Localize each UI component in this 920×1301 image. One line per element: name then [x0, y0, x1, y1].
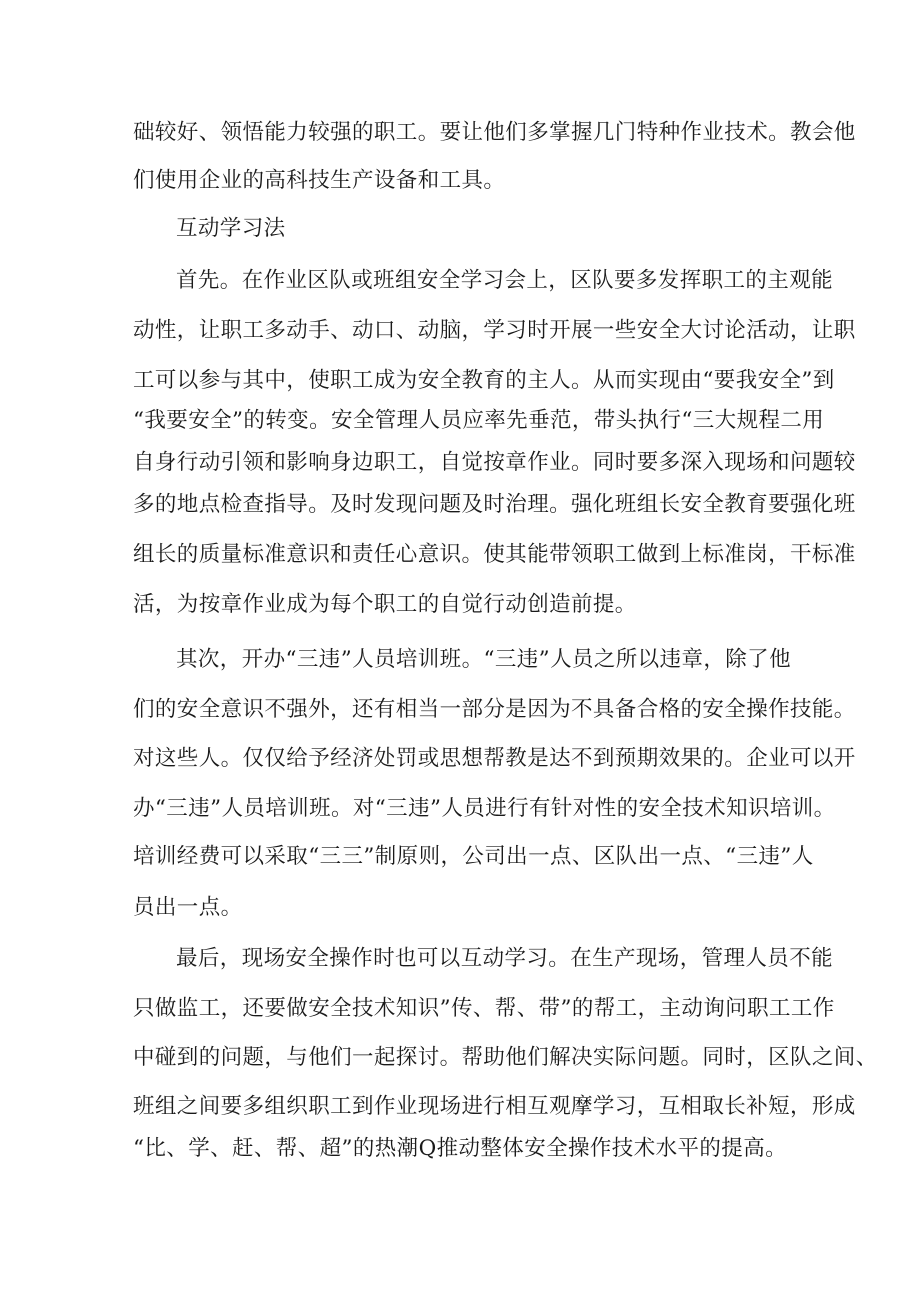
text-line: 办“三违”人员培训班。对“三违”人员进行有针对性的安全技术知识培训。 — [133, 796, 836, 821]
text-line: 培训经费可以采取“三三”制原则，公司出一点、区队出一点、“三违”人 — [133, 844, 814, 869]
text-line: 对这些人。仅仅给予经济处罚或思想帮教是达不到预期效果的。企业可以开 — [133, 746, 856, 771]
text-line: 其次，开办“三违”人员培训班。“三违”人员之所以违章，除了他 — [176, 647, 791, 672]
text-line: 们的安全意识不强外，还有相当一部分是因为不具备合格的安全操作技能。 — [133, 697, 856, 722]
section-heading: 互动学习法 — [176, 216, 286, 241]
text-line: 工可以参与其中，使职工成为安全教育的主人。从而实现由“要我安全”到 — [133, 368, 835, 393]
text-line: 活，为按章作业成为每个职工的自觉行动创造前提。 — [133, 592, 637, 617]
text-line: “比、学、赶、帮、超”的热潮Q推动整体安全操作技术水平的提高。 — [133, 1136, 788, 1161]
text-line: 员出一点。 — [133, 895, 243, 920]
text-line: 础较好、领悟能力较强的职工。要让他们多掌握几门特种作业技术。教会他 — [133, 120, 856, 145]
text-line: 自身行动引领和影响身边职工，自觉按章作业。同时要多深入现场和问题较 — [133, 450, 856, 475]
text-line: 中碰到的问题，与他们一起探讨。帮助他们解决实际问题。同时，区队之间、 — [133, 1045, 878, 1070]
text-line: 组长的质量标准意识和责任心意识。使其能带领职工做到上标准岗，干标准 — [133, 542, 856, 567]
text-line: 最后，现场安全操作时也可以互动学习。在生产现场，管理人员不能 — [176, 946, 834, 971]
text-line: 班组之间要多组织职工到作业现场进行相互观摩学习，互相取长补短，形成 — [133, 1094, 856, 1119]
text-line: 只做监工，还要做安全技术知识”传、帮、带”的帮工，主动询问职工工作 — [133, 996, 835, 1021]
text-line: 们使用企业的高科技生产设备和工具。 — [133, 168, 506, 193]
text-line: 动性，让职工多动手、动口、动脑，学习时开展一些安全大讨论活动，让职 — [133, 318, 856, 343]
text-line: “我要安全”的转变。安全管理人员应率先垂范，带头执行“三大规程二用 — [133, 408, 825, 433]
text-line: 首先。在作业区队或班组安全学习会上，区队要多发挥职工的主观能 — [176, 268, 834, 293]
text-line: 多的地点检查指导。及时发现问题及时治理。强化班组长安全教育要强化班 — [133, 492, 856, 517]
